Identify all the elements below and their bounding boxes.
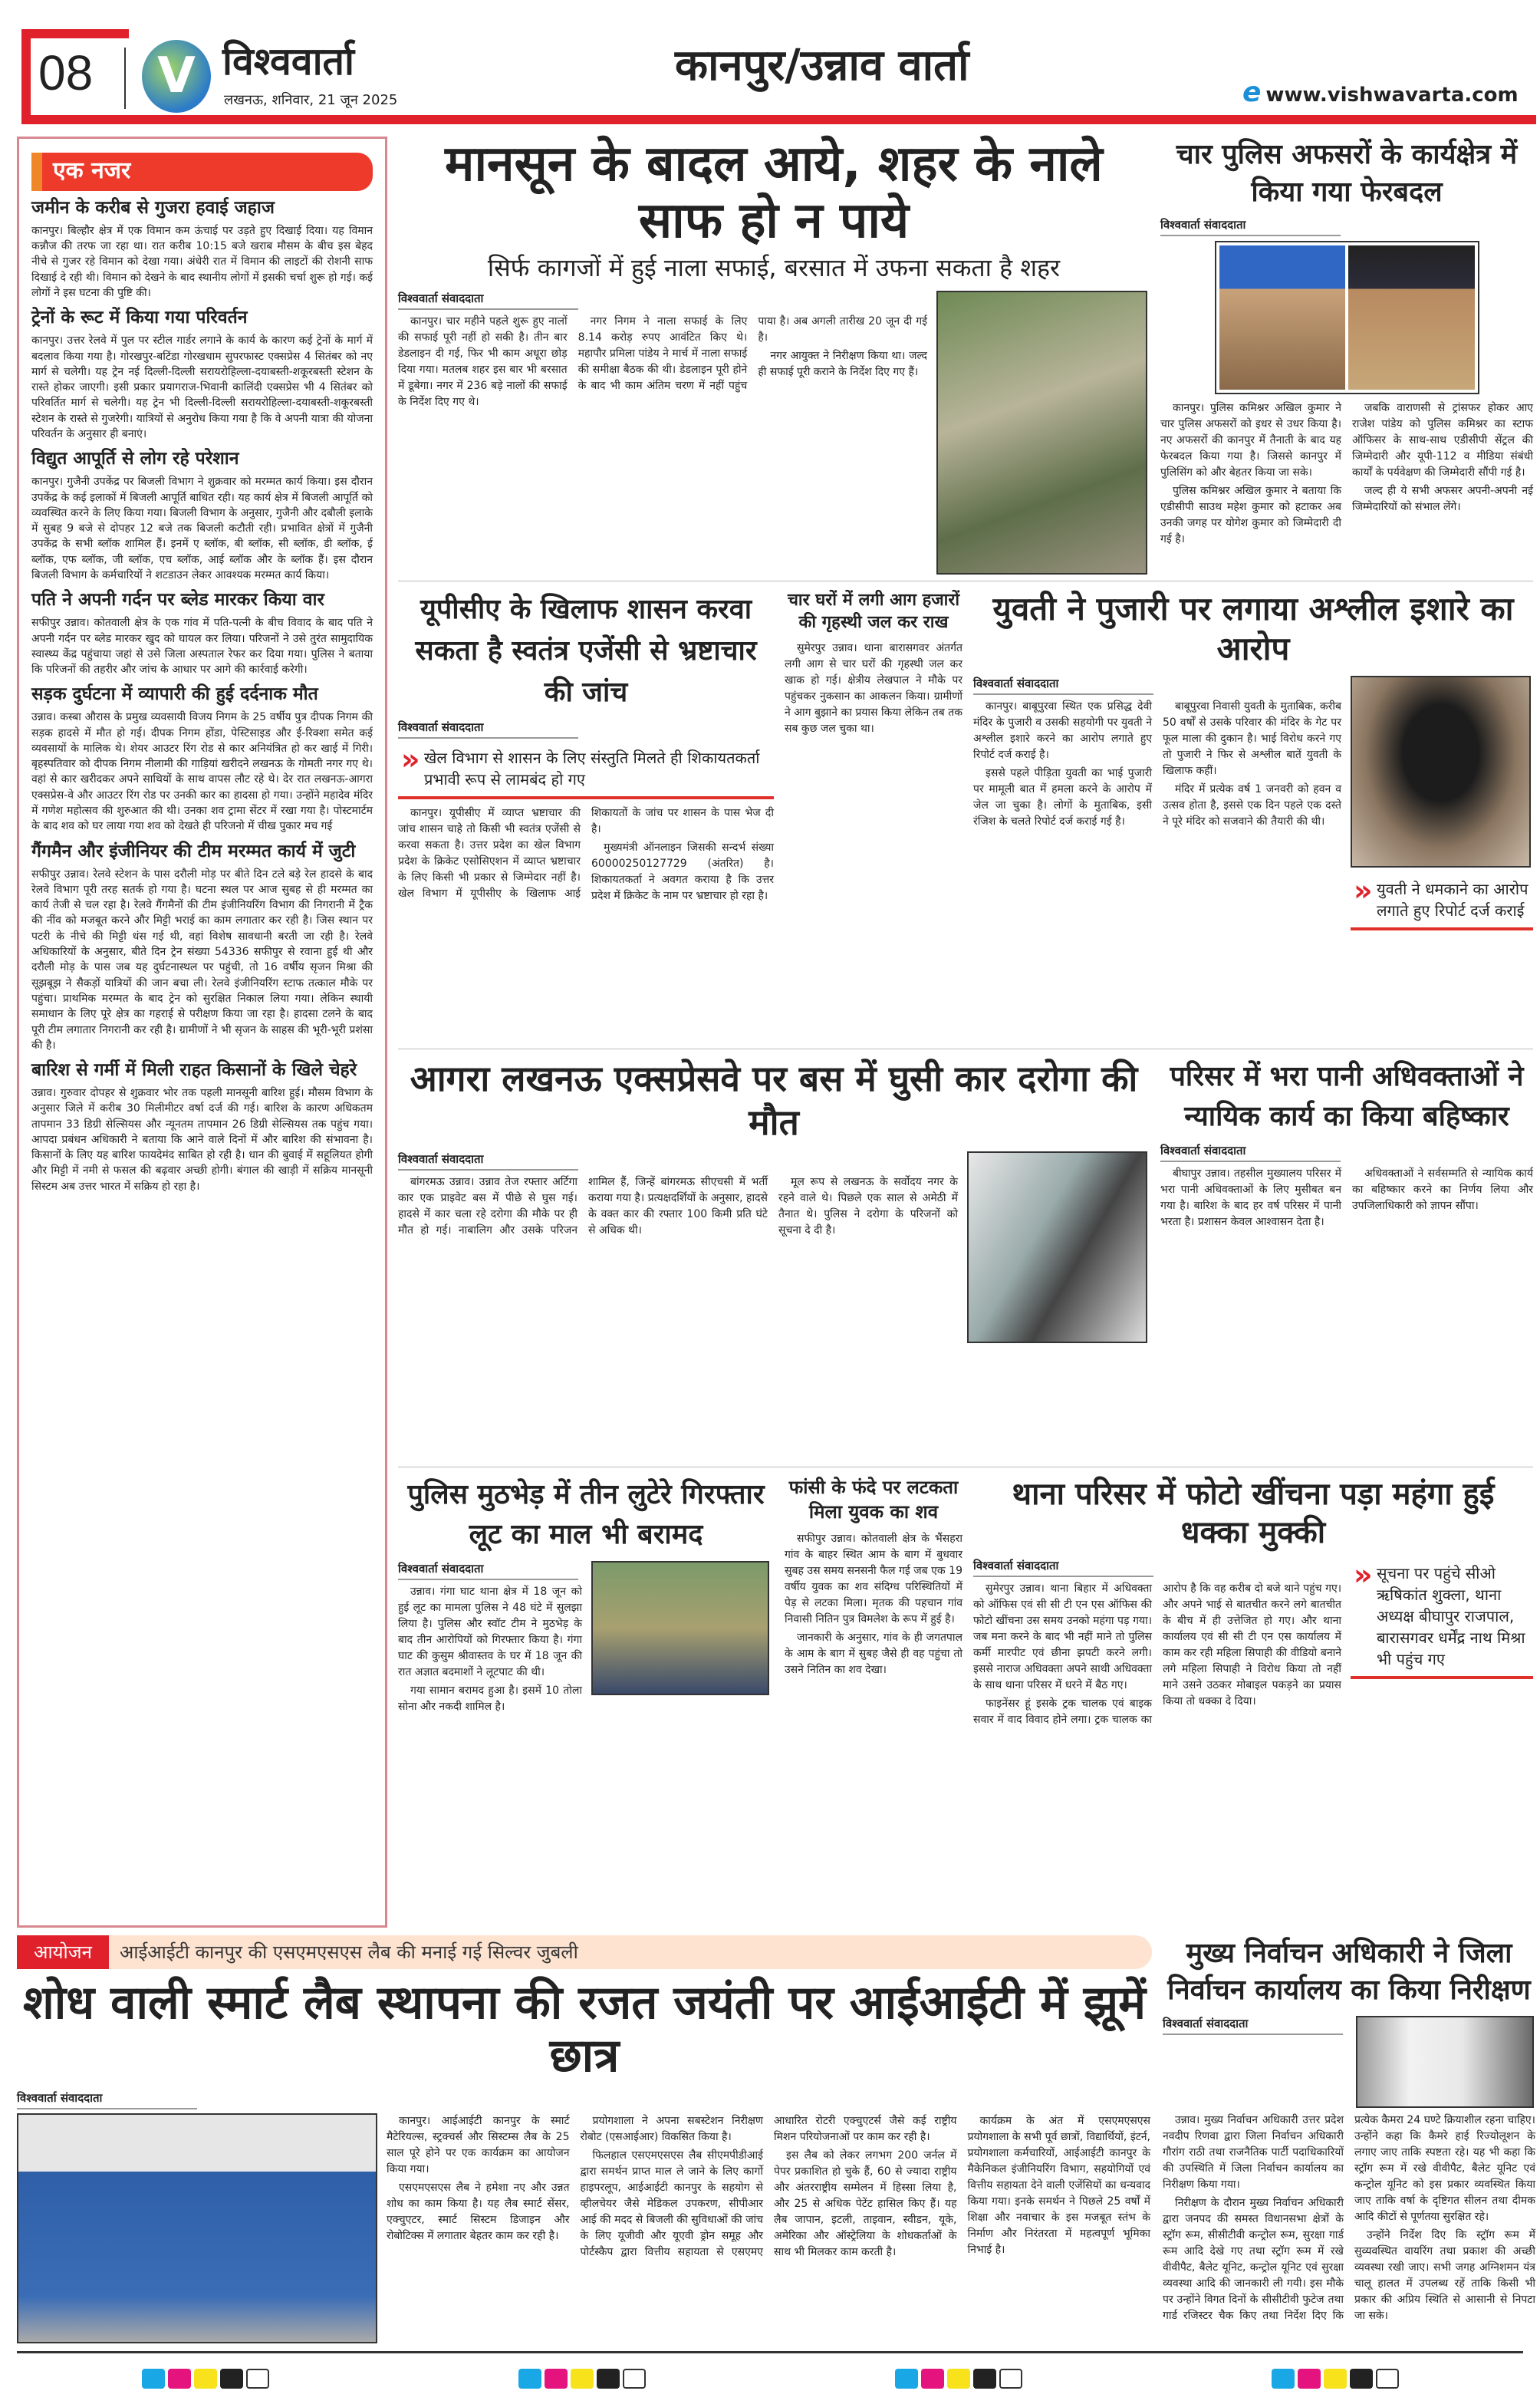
story-body (785, 641, 962, 737)
lead-body (398, 314, 927, 410)
paragraph: उन्नाव। कस्बा औरास के प्रमुख व्यवसायी विजय निगम के 25 वर्षीय पुत्र दीपक निगम की सड़क हादसे में मौत हो गई। दीपक निगम होंडा, पेस्टिसाइड और ई-रिक्शा समेत कई व्यवसायों के मालिक थे। शेयर आउटर रिंग रोड से कार अनियंत्रित हो कर खाई में गिरी। बृहस्पतिवार को दीपक निगम नीलामी की गाड़ियां खरीदने लखनऊ के गोमती नगर गए थे। वहां से कार खरीदकर अपने साथियों के साथ वापस लौट रहे थे। देर रात लखनऊ-आगरा एक्सप्रेस-वे और आउटर रिंग रोड पर उनकी कार का हादसा हो गया। उन्होंने महादेव मंदिर में गणेश महोत्सव की शुरुआत की थी। उनका शव ट्रामा सेंटर में रखा गया है। पोस्टमार्टम के बाद शव को घर लाया गया शव को देखते ही परिजनो में चीख पुकार मच गई (31, 711, 373, 833)
paragraph: उन्नाव। मुख्य निर्वाचन अधिकारी उत्तर प्रदेश नवदीप रिणवा द्वारा जिला निर्वाचन अधिकारी गौरांग राठी तथा राजनैतिक पार्टी पदाधिकारियों की उपस्थिति में जिला निर्वाचन कार्यालय का निरीक्षण किया गया। (1163, 2113, 1344, 2191)
paragraph: गया सामान बरामद हुआ है। इसमें 10 तोला सोना और नकदी शामिल है। (398, 1684, 582, 1714)
story-body (398, 805, 774, 904)
brief-headline: जमीन के करीब से गुजरा हवाई जहाज (31, 198, 275, 218)
headline: फांसी के फंदे पर लटकता मिला युवक का शव (788, 1476, 959, 1523)
color-swatch (1272, 2369, 1295, 2389)
paragraph: नगर निगम ने नाला सफाई के लिए 8.14 करोड़ रुपए आवंटित किए थे। महापौर प्रमिला पांडेय ने मार्च में नाला सफाई की समीक्षा बैठक की थी। डेडलाइन पूरी होने के बाद भी काम अंतिम चरण में नहीं पहुंच पाया है। अब अगली तारीख 20 जून दी गई है। (578, 314, 927, 392)
color-swatch (518, 2369, 541, 2389)
header-accent-left (21, 29, 31, 124)
police-reshuffle-story (1160, 137, 1533, 575)
paragraph: उन्नाव। गुरुवार दोपहर से शुक्रवार भोर तक पहली मानसूनी बारिश हुई। मौसम विभाग के अनुसार जिले में करीब 30 मिलीमीटर वर्षा दर्ज की गई। बारिश के कारण अधिकतम तापमान 33 डिग्री सेल्सियस और न्यूनतम तापमान 26 डिग्री सेल्सियस तक पहुंच गया। आपदा प्रबंधन अधिकारी ने बताया कि आने वाले दिनों में और बारिश की संभावना है। किसानों के लिए यह बारिश फायदेमंद साबित हो रही है। धान की बुवाई में सहूलियत होगी और मिट्टी में नमी से फसल की बढ़वार अच्छी होगी। बंगाल की खाड़ी में सक्रिय मानसूनी सिस्टम अब उत्तर भारत में सक्रिय हो रहा है। (31, 1087, 373, 1193)
color-swatch (973, 2369, 996, 2389)
paragraph: सफीपुर उन्नाव। रेलवे स्टेशन के पास दरौली मोड़ पर बीते दिन टले बड़े रेल हादसे के बाद रेलवे विभाग पूरी तरह सतर्क हो गया है। घटना स्थल पर आज सुबह से ही मरम्मत का कार्य तेजी से चल रहा है। रेलवे गैंगमैनों की टीम इंजीनियरिंग विभाग की निगरानी में ट्रैक की नींव को मजबूत करने और मिट्टी भराई का काम लगातार कर रही है। जिस स्थान पर पटरी के नीचे की मिट्टी धंस गई थी, वहां विशेष सावधानी बरती जा रही है। रेलवे अधिकारियों के अनुसार, बीते दिन ट्रेन संख्या 54336 सफीपुर से रवाना हुई थी और दरौली मोड़ के पास जब यह दुर्घटनास्थल पर पहुंची, तो 16 वर्षीय सृजन मिश्रा की सूझबूझ ने सैकड़ों यात्रियों की जान बचा ली। रेलवे इंजीनियरिंग स्टाफ तत्काल मौके पर पहुंचा। प्राथमिक मरम्मत के बाद ट्रेन को सुरक्षित निकाल लिया गया। लेकिन स्थायी समाधान के लिए पूरे क्षेत्र का गहराई से परीक्षण किया जा रहा है। हादसा टलने के बाद पूरी टीम लगातार निगरानी कर रही है। ग्रामीणों ने भी सृजन के साहस की भूरी-भूरी प्रशंसा की है। (31, 868, 373, 1052)
brief-headline: बारिश से गर्मी में मिली राहत किसानों के खिले चेहरे (31, 1060, 357, 1081)
color-swatch (1324, 2369, 1347, 2389)
paragraph: मूल रूप से लखनऊ के सर्वोदय नगर के रहने वाले थे। पिछले एक साल से अमेठी में तैनात थे। पुलिस ने दरोगा के परिजनों को सूचना दे दी है। (778, 1175, 958, 1237)
paragraph: कार्यक्रम के अंत में एसएमएसएस प्रयोगशाला के सभी पूर्व छात्रों, विद्यार्थियों, इंटर्न, प्रयोगशाला कर्मचारियों, आईआईटी कानपुर के मैकेनिकल इंजीनियरिंग विभाग, सहयोगियों एवं वित्तीय सहायता देने वाली एजेंसियों का धन्यवाद किया गया। इनके समर्थन ने पिछले 25 वर्षों में शिक्षा और नवाचार के इस मजबूत स्तंभ के निर्माण और निरंतरता में महत्वपूर्ण भूमिका निभाई है। (967, 2114, 1150, 2256)
upca-story (398, 589, 774, 1042)
brief-body (31, 1085, 373, 1194)
dateline: लखनऊ, शनिवार, 21 जून 2025 (224, 92, 398, 108)
story-body (398, 1584, 582, 1715)
section-title: कानपुर/उन्नाव वार्ता (675, 41, 969, 91)
story-body (387, 2113, 1150, 2261)
arrest-photo (591, 1561, 769, 1695)
headline: पुलिस मुठभेड़ में तीन लुटेरे गिरफ्तार लूट का माल भी बरामद (407, 1478, 765, 1550)
election-story (1163, 1935, 1535, 2343)
paragraph: सुमेरपुर उन्नाव। थाना बारासगवर अंतर्गत लगी आग से चार घरों की गृहस्थी जल कर खाक हो गई। क्षेत्रीय लेखपाल ने मौके पर पहुंचकर नुकसान का आकलन किया। ग्रामीणों ने आग बुझाने का प्रयास किया लेकिन तब तक सब कुछ जल चुका था। (785, 642, 962, 736)
headline: थाना परिसर में फोटो खींचना पड़ा महंगा हुई धक्का मुक्की (1012, 1476, 1495, 1550)
officer-photo-2 (1348, 245, 1475, 390)
brief-body (31, 867, 373, 1054)
paragraph: उन्नाव। गंगा घाट थाना क्षेत्र में 18 जून को हुई लूट का मामला पुलिस ने 48 घंटे में सुलझा लिया है। पुलिस और स्वॉट टीम ने मुठभेड़ के बाद तीन आरोपियों को गिरफ्तार किया है। गंगा घाट की कुसुम श्रीवास्तव के घर में 18 जून की रात अज्ञात बदमाशों ने लूटपाट की थी। (398, 1586, 582, 1679)
color-swatch (895, 2369, 918, 2389)
paragraph: फिलहाल एसएमएसएस लैब सीएमपीडीआई द्वारा समर्थन प्राप्त माल ले जाने के लिए कार्गो हाइपरलूप, आईआईटी कानपुर के सहयोग से व्हीलचेयर जैसे मेडिकल उपकरण, सीपीआर आई की मदद से बिजली की सुविधाओं की जांच के लिए यूजीवी और यूएवी ड्रोन समूह और पोर्टस्कैप द्वारा वित्तीय सहायता से एसएमए आधारित रोटरी एक्चुएटर्स जैसे कई राष्ट्रीय मिशन परियोजनाओं पर काम कर रही है। (580, 2114, 957, 2258)
headline: परिसर में भरा पानी अधिवक्ताओं ने न्यायिक कार्य का किया बहिष्कार (1170, 1060, 1524, 1132)
brief-body (31, 333, 373, 442)
loot-story (398, 1475, 774, 1914)
color-swatch (194, 2369, 217, 2389)
paragraph: कानपुर। बिल्हौर क्षेत्र में एक विमान कम ऊंचाई पर उड़ते हुए दिखाई दिया। यह विमान कन्नौज की तरफ जा रहा था। रात करीब 10:15 बजे खराब मौसम के बीच इस बेहद नीचे से गुजर रहे विमान को देखा गया। अंधेरी रात में विमान की लाइटों की रोशनी साफ दिखाई दे रही थी। विमान को देखने के बाद स्थानीय लोगों में इसकी चर्चा शुरू हो गई। कई लोगों ने इस घटना की पुष्टि की। (31, 224, 373, 300)
color-bar (518, 2369, 646, 2389)
headline: शोध वाली स्मार्ट लैब स्थापना की रजत जयंती पर आईआईटी में झूमें छात्र (22, 1975, 1147, 2083)
crosshair-icon (623, 2369, 646, 2389)
masthead (0, 0, 1540, 137)
byline: विश्ववार्ता संवाददाता (1160, 1143, 1341, 1162)
color-swatch (168, 2369, 191, 2389)
paragraph: बांगरमऊ उन्नाव। उन्नाव तेज रफ्तार अर्टिगा कार एक प्राइवेट बस में पीछे से घुस गई। हादसे में कार चला रहे दरोगा की मौके पर ही मौत हो गई। नाबालिग और उसके परिजन शामिल हैं, जिन्हें बांगरमऊ सीएचसी में भर्ती कराया गया है। प्रत्यक्षदर्शियों के अनुसार, हादसे के वक्त कार की रफ्तार 100 किमी प्रति घंटे से अधिक थी। (398, 1175, 768, 1237)
paragraph: कानपुर। आईआईटी कानपुर के स्मार्ट मैटेरियल्स, स्ट्रक्चर्स और सिस्टम्स लैब के 25 साल पूरे होने पर एक कार्यक्रम का आयोजन किया गया। (387, 2114, 570, 2175)
event-strip (17, 1935, 1152, 1969)
paragraph: एसएमएसएस लैब ने हमेशा नए और उन्नत शोध का काम किया है। यह लैब स्मार्ट सेंसर, एक्चुएटर, स्मार्ट सिस्टम डिजाइन और रोबोटिक्स में लगातार बेहतर काम कर रही है। (387, 2181, 570, 2242)
pull-quote: » खेल विभाग से शासन के लिए संस्तुति मिलते ही शिकायतकर्ता प्रभावी रूप से लामबंद हो गए (398, 743, 774, 799)
paragraph: कानपुर। चार महीने पहले शुरू हुए नालों की सफाई पूरी नहीं हो सकी है। तीन बार डेडलाइन दी गई, फिर भी काम अधूरा छोड़ दिया गया। मतलब शहर इस बार भी बरसात में डूबेगा। नगर में 236 बड़े नालों की सफाई के निर्देश दिए गए थे। (398, 314, 568, 408)
brief-headline: ट्रेनों के रूट में किया गया परिवर्तन (31, 308, 248, 328)
crosshair-icon (999, 2369, 1022, 2389)
paragraph: मंदिर में प्रत्येक वर्ष 1 जनवरी को हवन व उत्सव होता है, इससे एक दिन पहले एक दस्ते ने पूरे मंदिर को सजवाने की तैयारी की थी। (1163, 782, 1341, 828)
byline: विश्ववार्ता संवाददाता (398, 291, 578, 310)
color-bar (1272, 2369, 1399, 2389)
story-body (973, 699, 1341, 832)
story-body (1160, 400, 1533, 548)
color-swatch (545, 2369, 568, 2389)
paragraph: कानपुर। पुलिस कमिश्नर अखिल कुमार ने चार पुलिस अफसरों को इधर से उधर किया है। नए अफसरों की कानपुर में तैनाती के बाद यह फेरबदल किया गया है। जिससे कानपुर में पुलिसिंग को और बेहतर किया जा सके। (1160, 402, 1341, 479)
color-swatch (1350, 2369, 1373, 2389)
woman-photo (1351, 676, 1531, 868)
color-bar (895, 2369, 1022, 2389)
paragraph: प्रयोगशाला ने अपना सबस्टेशन निरीक्षण रोबोट (एसआईआर) विकसित किया है। (580, 2114, 763, 2143)
event-strip-text: आईआईटी कानपुर की एसएमएसएस लैब की मनाई गई सिल्वर जुबली (120, 1941, 578, 1964)
footer-rule (17, 2351, 1523, 2353)
byline: विश्ववार्ता संवाददाता (973, 676, 1153, 695)
brief-body (31, 223, 373, 301)
newspaper-logo-icon: V (142, 40, 211, 113)
story-body (785, 1531, 962, 1678)
color-swatch (947, 2369, 970, 2389)
color-bar (142, 2369, 269, 2389)
story-body (1163, 2113, 1535, 2326)
paragraph: निरीक्षण के दौरान मुख्य निर्वाचन अधिकारी द्वारा जनपद की समस्त विधानसभा क्षेत्रों के स्ट्रॉग रूम, सीसीटीवी कन्ट्रोल रूम, सुरक्षा गार्ड रूम आदि देखे गए तथा स्ट्रॉग रूम में रखे वीवीपैट, बैलेट यूनिट, कन्ट्रोल यूनिट एवं सुरक्षा व्यवस्था आदि की जानकारी ली गयी। इस मौके पर उन्होंने विगत दिनों के सीसीटीवी फुटेज तथा गार्ड रजिस्टर चैक किए तथा निर्देश दिए कि प्रत्येक कैमरा 24 घण्टे क्रियाशील रहना चाहिए। उन्होंने कहा कि कैमरे हाई रिज्योलूशन के लगाए जाए ताकि स्पष्टता रहे। यह भी कहा कि स्ट्रॉग रूम में रखे वीवीपैट, बैलेट यूनिट एवं कन्ट्रोल यूनिट को इस प्रकार व्यवस्थित किया जाए ताकि वर्षा के दृष्टिगत सीलन तथा दीमक आदि कीटों से पूर्णतया सुरक्षित रहे। (1163, 2113, 1535, 2322)
inspection-photo (1356, 2016, 1534, 2108)
officers-photo (1215, 241, 1479, 394)
paragraph: उन्होंने निर्देश दिए कि स्ट्रॉग रूम में सुव्यवस्थित वायरिंग तथा प्रकाश की अच्छी व्यवस्था रखी जाए। सभी जगह अग्निशमन यंत्र चालू हालत में उपलब्ध रहें ताकि किसी भी प्रकार की अप्रिय स्थिति से आसानी से निपटा जा सके। (1354, 2228, 1535, 2322)
brand-name: विश्ववार्ता (222, 39, 354, 84)
headline: मुख्य निर्वाचन अधिकारी ने जिला निर्वाचन कार्यालय का किया निरीक्षण (1167, 1937, 1531, 2007)
thana-story (973, 1475, 1533, 1914)
brief-list (31, 197, 373, 1194)
header-accent (21, 29, 129, 38)
color-swatch (921, 2369, 944, 2389)
headline: आगरा लखनऊ एक्सप्रेसवे पर बस में घुसी कार दरोगा की मौत (410, 1057, 1138, 1144)
brief-headline: सड़क दुर्घटना में व्यापारी की हुई दर्दनाक मौत (31, 684, 318, 705)
paragraph: कानपुर। गुजैनी उपकेंद्र पर बिजली विभाग ने शुक्रवार को मरम्मत कार्य किया। इस दौरान उपकेंद्र के कई इलाकों में बिजली आपूर्ति बाधित रही। यह कार्य क्षेत्र में बिजली आपूर्ति को व्यवस्थित करने के लिए किया गया। बिजली विभाग के अनुसार, गुजैनी और दबौली इलाके में सुबह 9 बजे से दोपहर 12 बजे तक बिजली कटौती रही। प्रभावित क्षेत्रों में गुजैनी उपकेंद्र के सभी ब्लॉक शामिल हैं। इनमें ए ब्लॉक, बी ब्लॉक, सी ब्लॉक, डी ब्लॉक, ई ब्लॉक, एफ ब्लॉक, जी ब्लॉक, एच ब्लॉक, आई ब्लॉक और के ब्लॉक हैं। इस दौरान बिजली विभाग के कर्मचारियों ने शटडाउन लेकर आवश्यक मरम्मत कार्य किया। (31, 476, 373, 582)
byline: विश्ववार्ता संवाददाता (398, 720, 578, 739)
paragraph: बाबूपुरवा निवासी युवती के मुताबिक, करीब 50 वर्षों से उसके परिवार की मंदिर के गेट पर फूल माला की दुकान है। भाई विरोध करने गए तो पुजारी ने फिर से अश्लील बातें युवती के खिलाफ कहीं। (1163, 700, 1341, 777)
paragraph: बीघापुर उन्नाव। तहसील मुख्यालय परिसर में भरा पानी अधिवक्ताओं के लिए मुसीबत बन गया है। बारिश के बाद हर वर्ष परिसर में पानी भरता है। प्रशासन केवल आश्वासन देता है। (1160, 1167, 1341, 1229)
paragraph: कानपुर। उत्तर रेलवे में पुल पर स्टील गार्डर लगाने के कार्य के कारण कई ट्रेनों के मार्ग में बदलाव किया गया है। गोरखपुर-बटिंडा गोरखधाम सुपरफास्ट एक्सप्रेस 4 सितंबर को नए मार्ग से चलेगी। यह ट्रेन नई दिल्ली-दिल्ली सरायरोहिल्ला-दयाबस्ती-शकूरबस्ती स्टेशन के रास्ते होकर जाएगी। इसी प्रकार प्रयागराज-भिवानी कालिंदी एक्सप्रेस भी 4 सितंबर को परिवर्तित मार्ग से चलेगी। यह ट्रेन भी दिल्ली-दिल्ली सरायरोहिल्ला-दयाबस्ती-शकूरबस्ती स्टेशन के रास्ते से गुजरेगी। यात्रियों से अनुरोध किया गया है कि वे अपनी यात्रा की योजना परिवर्तन के अनुसार ही बनाएं। (31, 334, 373, 441)
ek-nazar-box (17, 137, 387, 1928)
paragraph: जबकि वाराणसी से ट्रांसफर होकर आए राजेश पांडेय को पुलिस कमिश्नर का स्टाफ ऑफिसर के साथ-साथ एडीसीपी सेंट्रल की जिम्मेदारी और यूपी-112 व मीडिया संबंधी कार्यों के पर्यवेक्षण की जिम्मेदारी सौंपी गई है। (1352, 402, 1533, 479)
paragraph: अधिवक्ताओं ने सर्वसम्मति से न्यायिक कार्य का बहिष्कार करने का निर्णय लिया और उपजिलाधिकारी को ज्ञापन सौंपा। (1352, 1167, 1533, 1213)
iit-story (17, 1935, 1152, 2343)
paragraph: कानपुर। यूपीसीए में व्याप्त भ्रष्टाचार की जांच शासन चाहे तो किसी भी स्वतंत्र एजेंसी से करवा सकता है। उत्तर प्रदेश का खेल विभाग प्रदेश के क्रिकेट एसोसिएशन में व्याप्त भ्रष्टाचार के लिए किसी भी प्रकार से जिम्मेदार नहीं है। खेल विभाग में यूपीसीए के खिलाफ आई शिकायतों के जांच पर शासन के पास भेज दी है। (398, 806, 774, 900)
byline: विश्ववार्ता संवाददाता (17, 2090, 197, 2109)
accident-photo (967, 1151, 1147, 1343)
lead-headline: मानसून के बादल आये, शहर के नाले साफ हो न पाये (445, 136, 1103, 249)
divider (124, 48, 126, 109)
drain-photo (936, 291, 1147, 575)
byline: विश्ववार्ता संवाददाता (398, 1561, 578, 1580)
color-swatch (142, 2369, 165, 2389)
hanging-story (785, 1475, 962, 1914)
paragraph: सफीपुर उन्नाव। कोतवाली क्षेत्र के भैंसहरा गांव के बाहर स्थित आम के बाग में बुधवार सुबह उस समय सनसनी फैल गई जब एक 19 वर्षीय युवक का शव संदिग्ध परिस्थितियों में पेड़ से लटका मिला। मृतक की पहचान गांव निवासी नितिन पुत्र विमलेश के रूप में हुई है। (785, 1532, 962, 1625)
byline: विश्ववार्ता संवाददाता (398, 1151, 578, 1171)
paragraph: इससे पहले पीड़िता युवती का भाई पुजारी पर मामूली बात में हमला करने के आरोप में जेल जा चुका है। लोगों के मुताबिक, इसी रंजिश के चलते रिपोर्ट दर्ज कराई गई है। (973, 766, 1152, 828)
paragraph: कानपुर। बाबूपुरवा स्थित एक प्रसिद्ध देवी मंदिर के पुजारी व उसकी सहयोगी पर युवती ने अश्लील इशारे करने का आरोप लगाते हुए रिपोर्ट दर्ज कराई है। (973, 700, 1152, 761)
paragraph: सफीपुर उन्नाव। कोतवाली क्षेत्र के एक गांव में पति-पत्नी के बीच विवाद के बाद पति ने अपनी गर्दन पर ब्लेड मारकर खुद को घायल कर लिया। परिजनों ने उसे तुरंत सामुदायिक स्वास्थ्य केंद्र पहुंचाया जहां से उसे जिला अस्पताल रेफर कर दिया गया। पुलिस ने बताया कि परिजनों की तहरीर और जांच के आधार पर आगे की कार्रवाई करेगी। (31, 617, 373, 677)
registration-marks (17, 2369, 1523, 2389)
paragraph: नगर आयुक्त ने निरीक्षण किया था। जल्द ही सफाई पूरी कराने के निर्देश दिए गए हैं। (758, 349, 927, 378)
story-body (398, 1174, 958, 1240)
agra-story (398, 1057, 1150, 1461)
pull-quote: » युवती ने धमकाने का आरोप लगाते हुए रिपोर्ट दर्ज कराई (1351, 874, 1533, 930)
header-rule (21, 115, 1536, 124)
brief-headline: गैंगमैन और इंजीनियर की टीम मरम्मत कार्य में जुटी (31, 841, 356, 861)
paragraph: जानकारी के अनुसार, गांव के ही जगतपाल के आम के बाग में सुबह जैसे ही वह पहुंचा तो उसने नितिन का शव देखा। (785, 1631, 962, 1676)
event-tag: आयोजन (17, 1935, 109, 1969)
headline: चार पुलिस अफसरों के कार्यक्षेत्र में किया गया फेरबदल (1176, 139, 1518, 208)
priest-story (973, 589, 1533, 1042)
paragraph: फाइनेंसर हूं इसके ट्रक चालक एवं बाइक सवार में वाद विवाद होने लगा। ट्रक चालक का आरोप है कि वह करीब दो बजे थाने पहुंच गए। और अपने भाई से बातचीत करने लगे बातचीत के बीच में ही उत्तेजित हो गए। और थाना कार्यालय एवं सी सी टी एन एस कार्यालय में काम कर रही महिला सिपाही की वीडियो बनाने लगे महिला सिपाही ने विरोध किया तो नहीं माने उसने उठकर मोबाइल पकड़ने का प्रयास किया तो धक्का दे दिया। (973, 1582, 1341, 1726)
lead-story (398, 137, 1150, 575)
brief-body (31, 710, 373, 834)
headline: यूपीसीए के खिलाफ शासन करवा सकता है स्वतंत्र एजेंसी से भ्रष्टाचार की जांच (415, 593, 757, 708)
officer-photo-1 (1219, 245, 1346, 390)
website-link[interactable] (1242, 77, 1519, 108)
headline: चार घरों में लगी आग हजारों की गृहस्थी जल कर राख (787, 590, 960, 633)
website-url: www.vishwavarta.com (1265, 84, 1519, 107)
color-swatch (1298, 2369, 1321, 2389)
byline: विश्ववार्ता संवाददाता (1160, 217, 1341, 236)
page-number: 08 (38, 45, 94, 100)
fire-story (785, 589, 962, 1042)
court-story (1160, 1057, 1533, 1461)
browser-icon: e (1242, 77, 1262, 108)
color-swatch (597, 2369, 620, 2389)
brief-headline: विद्युत आपूर्ति से लोग रहे परेशान (31, 449, 239, 469)
color-swatch (220, 2369, 243, 2389)
story-body (1160, 1166, 1533, 1230)
brief-body (31, 474, 373, 583)
brief-headline: पति ने अपनी गर्दन पर ब्लेड मारकर किया वार (31, 590, 324, 611)
headline: युवती ने पुजारी पर लगाया अश्लील इशारे का आरोप (992, 589, 1514, 668)
brief-body (31, 615, 373, 677)
paragraph: पुलिस कमिश्नर अखिल कुमार ने बताया कि एडीसीपी साउथ महेश कुमार को हटाकर अब उनकी जगह पर योगेश कुमार को जिम्मेदारी दी गई है। (1160, 485, 1341, 546)
lead-subhead: सिर्फ कागजों में हुई नाला सफाई, बरसात में उफना सकता है शहर (487, 253, 1061, 283)
color-swatch (571, 2369, 594, 2389)
group-photo (17, 2113, 377, 2343)
paragraph: सुमेरपुर उन्नाव। थाना बिहार में अधिवक्ता को ऑफिस एवं सी सी टी एन एस ऑफिस की फोटो खींचना उस समय उनको महंगा पड़ गया। जब मना करने के बाद भी नहीं माने तो पुलिस कर्मी मारपीट एवं छीना झपटी करने लगी। इससे नाराज अधिवक्ता अपने साथी अधिवक्ता के साथ थाना परिसर में धरने में बैठ गए। (973, 1582, 1152, 1691)
pull-quote: » सूचना पर पहुंचे सीओ ऋषिकांत शुक्ला, थाना अध्यक्ष बीघापुर राजपाल, बारासगवर धर्मेंद्र नाथ मिश्रा भी पहुंच गए (1351, 1558, 1533, 1679)
story-body (973, 1581, 1341, 1728)
paragraph: जल्द ही ये सभी अफसर अपनी-अपनी नई जिम्मेदारियों को संभाल लेंगे। (1352, 485, 1533, 514)
paragraph: मुख्यमंत्री ऑनलाइन जिसकी सन्दर्भ संख्या 60000250127729 (अंतरित) है। शिकायतकर्ता ने अवगत कराया है कि उत्तर प्रदेश में क्रिकेट के नाम पर भ्रष्टाचार हो रहा है। (591, 841, 774, 902)
crosshair-icon (246, 2369, 269, 2389)
crosshair-icon (1376, 2369, 1399, 2389)
byline: विश्ववार्ता संवाददाता (1163, 2016, 1343, 2035)
paragraph: इस लैब को लेकर लगभग 200 जर्नल में पेपर प्रकाशित हो चुके हैं, 60 से ज्यादा राष्ट्रीय और अंतरराष्ट्रीय सम्मेलन में हिस्सा लिया है, और 25 से अधिक पेटेंट हासिल किए हैं। यह लैब जापान, इटली, ताइवान, स्वीडन, यूके, अमेरिका और ऑस्ट्रेलिया के शोधकर्ताओं के साथ भी मिलकर काम करती है। (774, 2149, 957, 2258)
byline: विश्ववार्ता संवाददाता (973, 1558, 1153, 1577)
ek-nazar-tag: एक नजर (31, 153, 373, 191)
